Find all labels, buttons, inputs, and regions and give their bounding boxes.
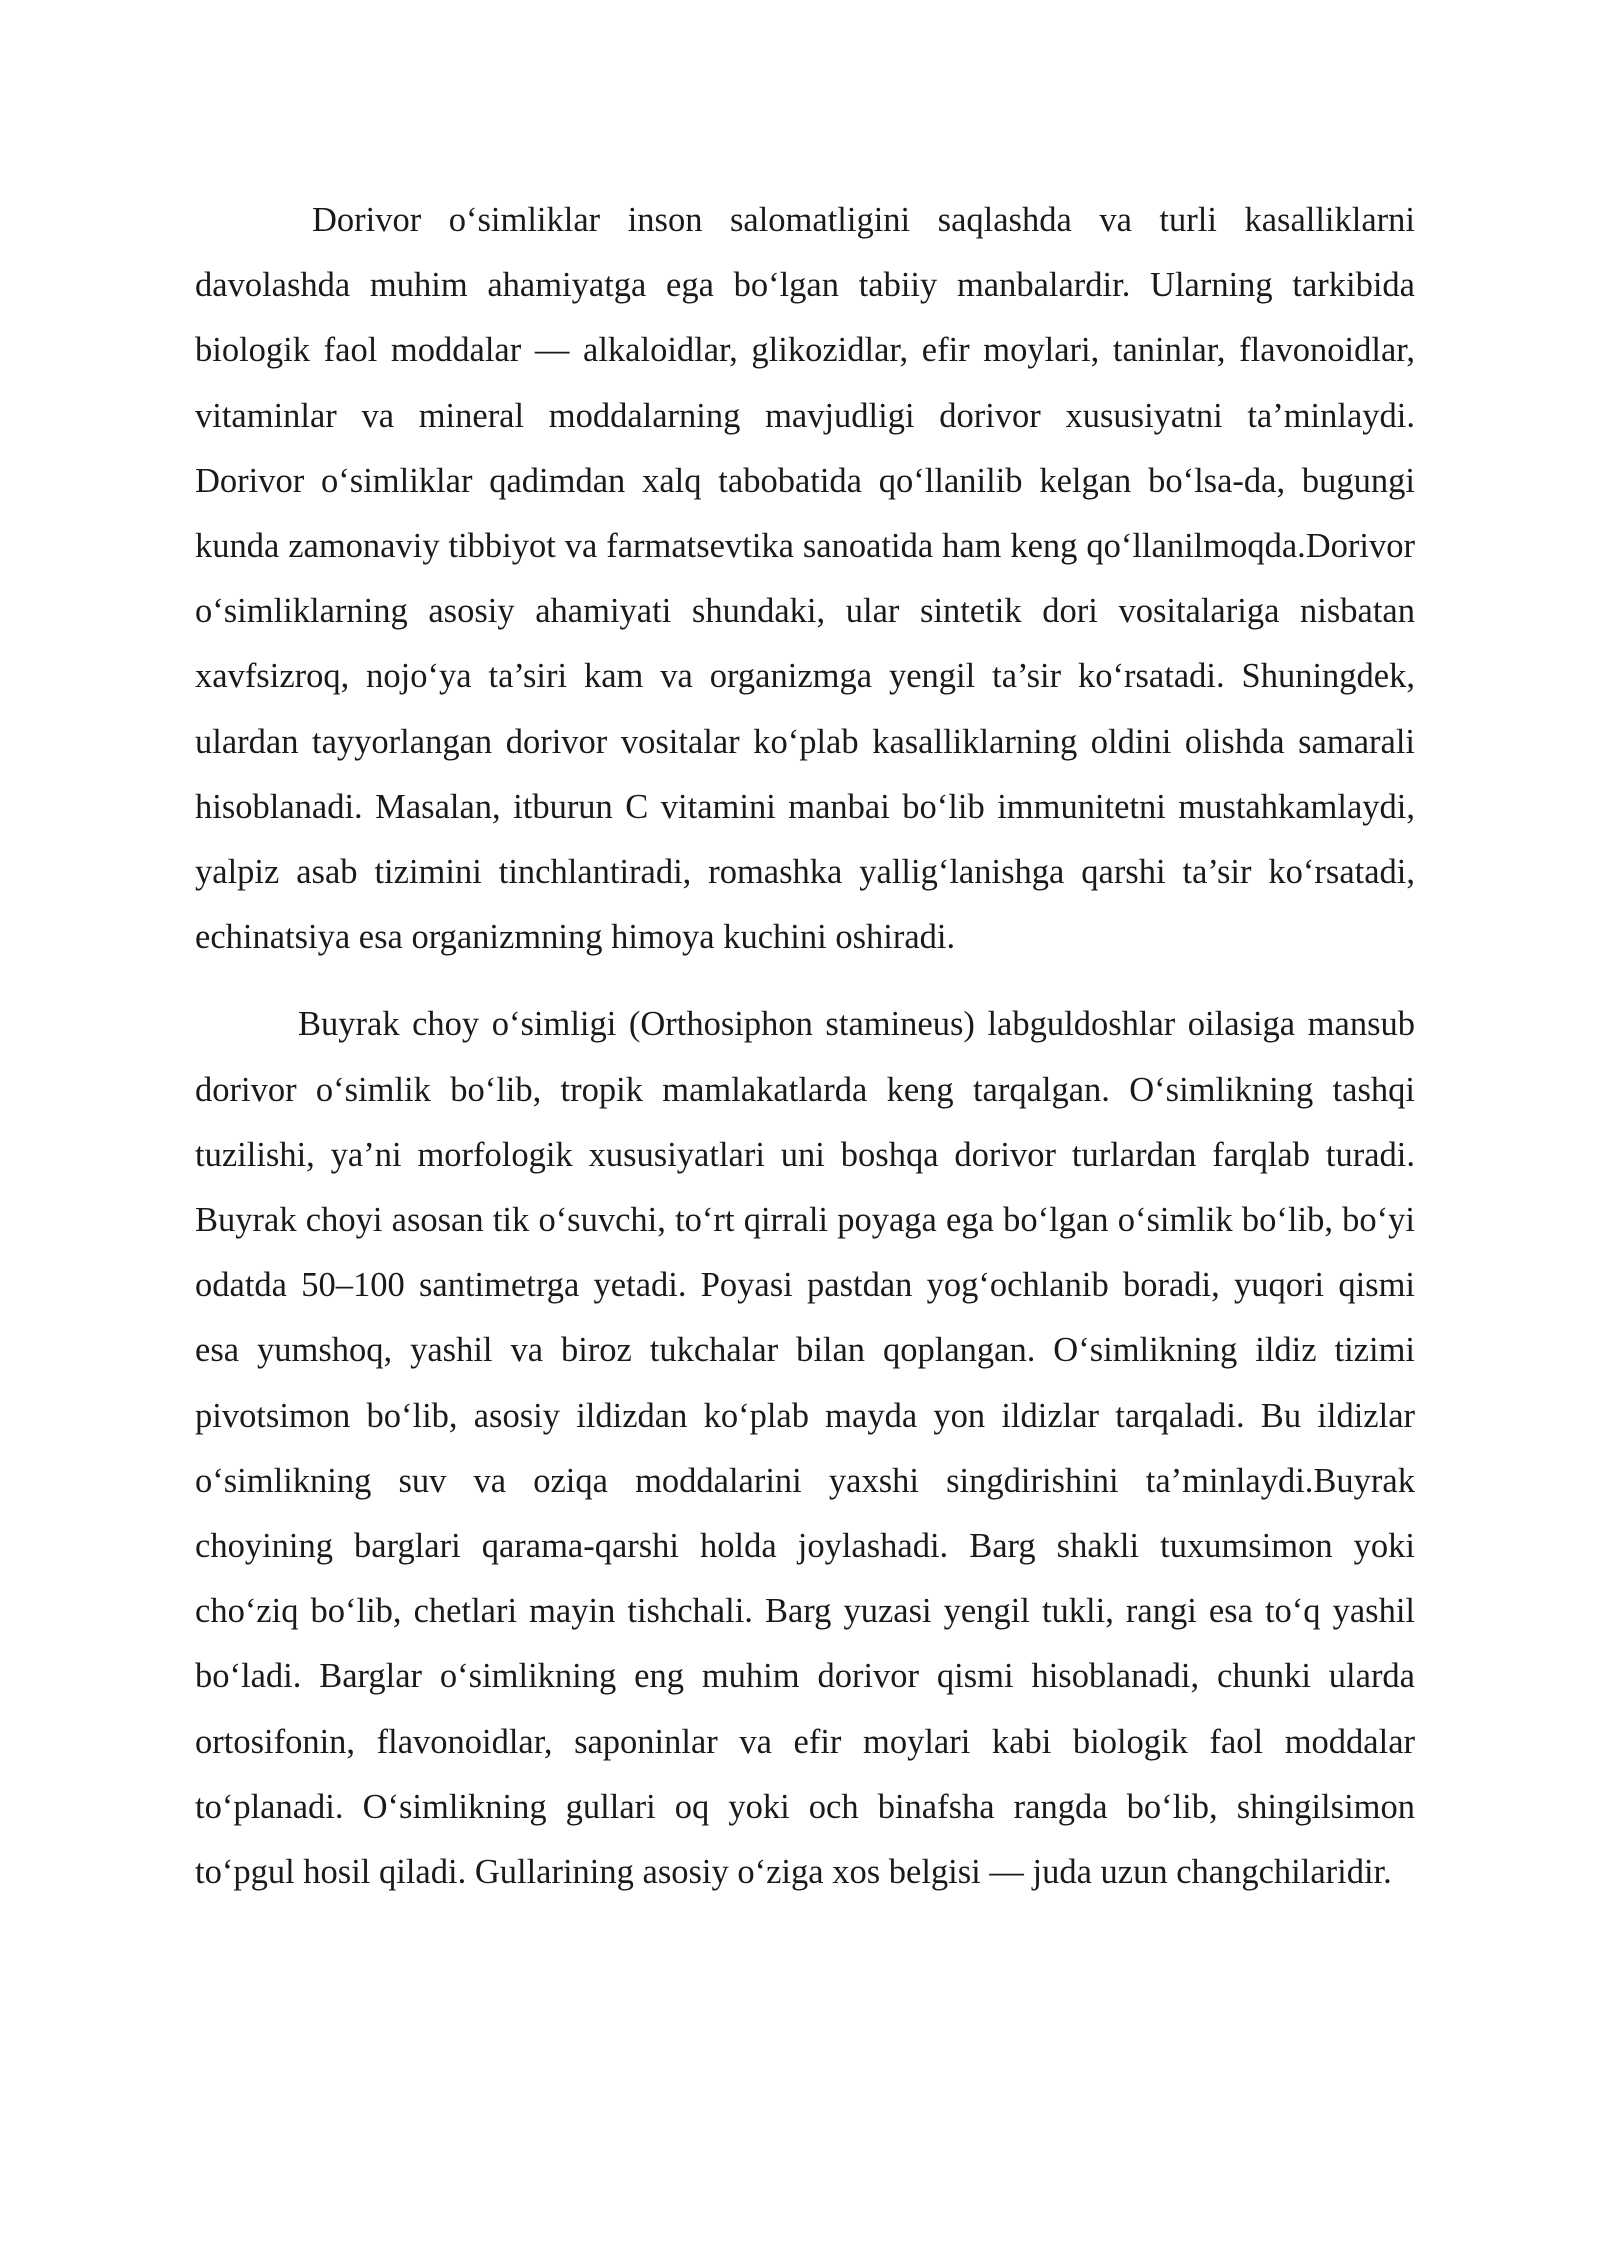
document-body	[195, 188, 1415, 1905]
paragraph-medicinal-plants: Dorivor o‘simliklar inson salomatligini saqlashda va turli kasalliklarni davolashda muhim ahamiyatga ega bo‘lgan tabiiy manbalardir. Ularning tarkibida biologik faol moddalar — alkaloidlar, glikozidlar, efir moylari, taninlar, flavonoidlar, vitaminlar va mineral moddalarning mavjudligi dorivor xususiyatni ta’minlaydi. Dorivor o‘simliklar qadimdan xalq tabobatida qo‘llanilib kelgan bo‘lsa-da, bugungi kunda zamonaviy tibbiyot va farmatsevtika sanoatida ham keng qo‘llanilmoqda.Dorivor o‘simliklarning asosiy ahamiyati shundaki, ular sintetik dori vositalariga nisbatan xavfsizroq, nojo‘ya ta’siri kam va organizmga yengil ta’sir ko‘rsatadi. Shuningdek, ulardan tayyorlangan dorivor vositalar ko‘plab kasalliklarning oldini olishda samarali hisoblanadi. Masalan, itburun C vitamini manbai bo‘lib immunitetni mustahkamlaydi, yalpiz asab tizimini tinchlantiradi, romashka yallig‘lanishga qarshi ta’sir ko‘rsatadi, echinatsiya esa organizmning himoya kuchini oshiradi.	[195, 201, 1415, 957]
paragraph-kidney-tea-plant: Buyrak choy o‘simligi (Orthosiphon stamineus) labguldoshlar oilasiga mansub dorivor o‘simlik bo‘lib, tropik mamlakatlarda keng tarqalgan. O‘simlikning tashqi tuzilishi, ya’ni morfologik xususiyatlari uni boshqa dorivor turlardan farqlab turadi. Buyrak choyi asosan tik o‘suvchi, to‘rt qirrali poyaga ega bo‘lgan o‘simlik bo‘lib, bo‘yi odatda 50–100 santimetrga yetadi. Poyasi pastdan yog‘ochlanib boradi, yuqori qismi esa yumshoq, yashil va biroz tukchalar bilan qoplangan. O‘simlikning ildiz tizimi pivotsimon bo‘lib, asosiy ildizdan ko‘plab mayda yon ildizlar tarqaladi. Bu ildizlar o‘simlikning suv va oziqa moddalarini yaxshi singdirishini ta’minlaydi.Buyrak choyining barglari qarama-qarshi holda joylashadi. Barg shakli tuxumsimon yoki cho‘ziq bo‘lib, chetlari mayin tishchali. Barg yuzasi yengil tukli, rangi esa to‘q yashil bo‘ladi. Barglar o‘simlikning eng muhim dorivor qismi hisoblanadi, chunki ularda ortosifonin, flavonoidlar, saponinlar va efir moylari kabi biologik faol moddalar to‘planadi. O‘simlikning gullari oq yoki och binafsha rangda bo‘lib, shingilsimon to‘pgul hosil qiladi. Gullarining asosiy o‘ziga xos belgisi — juda uzun changchilaridir.	[195, 1005, 1415, 1892]
